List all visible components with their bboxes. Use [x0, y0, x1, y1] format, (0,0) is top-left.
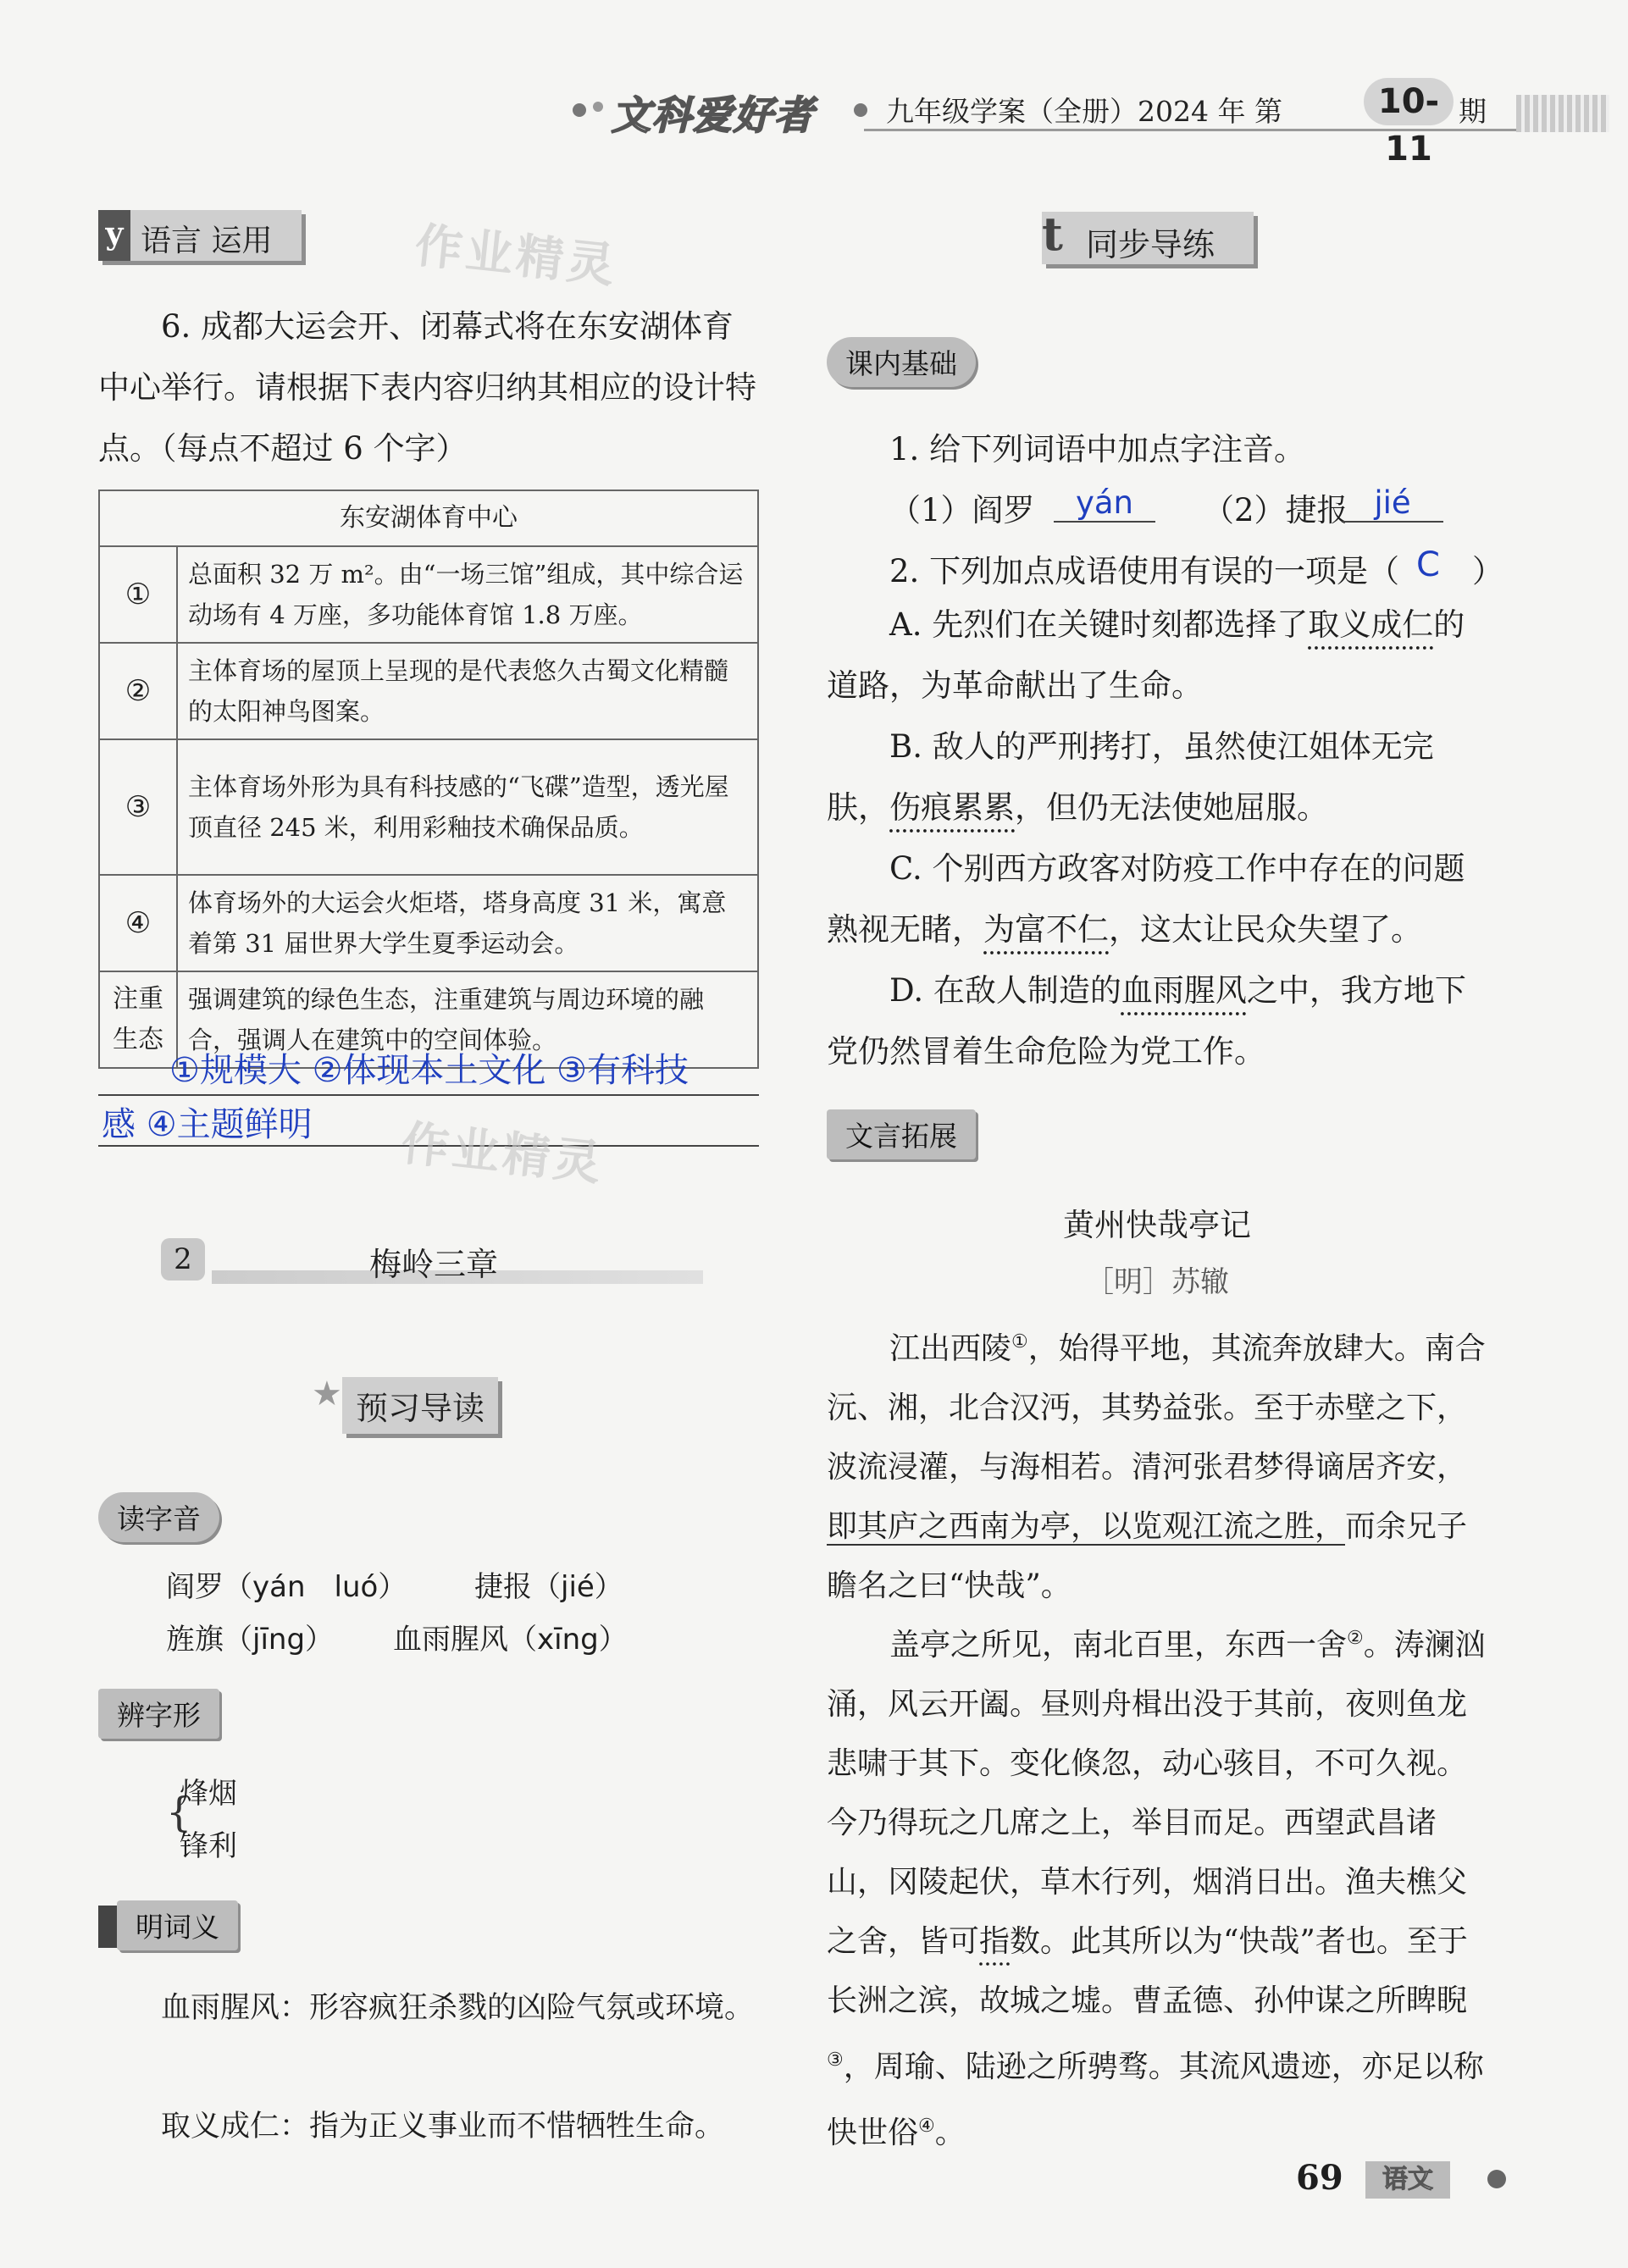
answer-underline: [98, 1094, 759, 1096]
meaning-2: 取义成仁：指为正义事业而不惜牺牲生命。: [161, 2110, 725, 2144]
char-shape-label: 辨字形: [98, 1689, 219, 1739]
section-sync-title: 同步导练: [1086, 226, 1215, 263]
para-2-text: 。: [934, 2116, 966, 2150]
bar-icon: [98, 1906, 119, 1948]
option-d-text: D. 在敌人制造的: [889, 972, 1121, 1009]
t-icon: t: [1042, 207, 1063, 261]
y-icon: y: [98, 210, 130, 261]
para-1-text: 而余兄子瞻名之曰“快哉”。: [827, 1509, 1468, 1603]
essay-para-1: [827, 1313, 1487, 1616]
table-row-label: ①: [99, 546, 177, 643]
footer-dot-icon: [1487, 2170, 1506, 2188]
q1-a-answer: yán: [1054, 484, 1155, 523]
q2-close: ）: [1472, 553, 1503, 589]
option-a-dotted: 取义成仁: [1308, 606, 1434, 643]
issue-number: 10-11: [1364, 78, 1454, 125]
table-title: 东安湖体育中心: [99, 490, 758, 546]
para-2-text: ，周瑜、陆逊之所骋骛。其流风遗迹，亦足以称快世俗: [827, 2049, 1484, 2150]
page-number: 69: [1296, 2158, 1343, 2198]
table-row-text: 主体育场的屋顶上呈现的是代表悠久古蜀文化精髓的太阳神鸟图案。: [177, 643, 758, 739]
question-1: 1. 给下列词语中加点字注音。: [889, 431, 1306, 467]
para-2-text: 。涛澜汹涌，风云开阖。昼则舟楫出没于其前，夜则鱼龙悲啸于其下。变化倏忽，动心骇目，不可久视。今乃得玩之几席之上，举目而足。西望武昌诸山，冈陵起伏，草木行列，烟消日出。渔夫樵父之舍，皆可: [827, 1628, 1486, 1959]
option-b-text-end: ，但仍无法使她屈服。: [1015, 789, 1328, 826]
question-6: 6. 成都大运会开、闭幕式将在东安湖体育中心举行。请根据下表内容归纳其相应的设计特点。（每点不超过 6 个字）: [98, 308, 756, 467]
lesson-number: 2: [161, 1238, 205, 1281]
table-row-text: 体育场外的大运会火炬塔，塔身高度 31 米，寓意着第 31 届世界大学生夏季运动会。: [177, 875, 758, 971]
shape-word-2: 锋利: [180, 1829, 237, 1863]
option-c-text: C. 个别西方政客对防疫工作中存在的问题熟视无睹，: [827, 850, 1465, 948]
table-row-text: 总面积 32 万 m²。由“一场三馆”组成，其中综合运动场有 4 万座，多功能体育馆 1.8 万座。: [177, 546, 758, 643]
header-info: 九年级学案（全册）2024 年 第: [886, 95, 1282, 128]
essay-title: 黄州快哉亭记: [1063, 1207, 1251, 1243]
table-row-text: 主体育场外形为具有科技感的“飞碟”造型，透光屋顶直径 245 米，利用彩釉技术确保品质。: [177, 739, 758, 875]
header-suffix: 期: [1459, 95, 1487, 128]
answer-line-2: 感 ④主题鲜明: [102, 1105, 313, 1144]
footnote-mark: ④: [918, 2116, 935, 2137]
option-a: [827, 595, 1487, 716]
q1-b-answer: jié: [1342, 484, 1443, 523]
magazine-brand: 文科爱好者: [612, 92, 815, 138]
header-dot-icon: [573, 103, 586, 117]
option-c-dotted: 为富不仁: [983, 911, 1109, 948]
footnote-mark: ③: [827, 2049, 844, 2071]
star-icon: ★: [312, 1375, 342, 1413]
table-row-label: ②: [99, 643, 177, 739]
pronunciation-label: 读字音: [98, 1492, 219, 1542]
option-b-text: B. 敌人的严刑拷打，虽然使江姐体无完肤，: [827, 728, 1434, 826]
para-2-text: 数。此其所以为“快哉”者也。至于长洲之滨，故城之墟。曹孟德、孙仲谋之所睥睨: [827, 1924, 1468, 2018]
footnote-mark: ①: [1011, 1331, 1028, 1353]
footnote-mark: ②: [1347, 1628, 1364, 1649]
option-d-dotted: 血雨腥风: [1121, 972, 1247, 1009]
answer-line-1: ①规模大 ②体现本土文化 ③有科技: [169, 1051, 689, 1090]
option-b-dotted: 伤痕累累: [889, 789, 1015, 826]
option-c-text-end: ，这太让民众失望了。: [1109, 911, 1422, 948]
para-1-underlined: 即其庐之西南为亭，以览观江流之胜，: [827, 1509, 1346, 1544]
option-a-text: A. 先烈们在关键时刻都选择了: [889, 606, 1309, 643]
para-2-text: 盖亭之所见，南北百里，东西一舍: [889, 1628, 1348, 1662]
venue-table: [98, 490, 759, 1069]
para-1-text: 江出西陵: [889, 1331, 1012, 1366]
section-sync-banner: [1042, 207, 1254, 264]
subject-tag: 语文: [1365, 2161, 1450, 2199]
table-row-text: 强调建筑的绿色生态，注重建筑与周边环境的融合，强调人在建筑中的空间体验。: [177, 971, 758, 1068]
header-dot-icon: [854, 103, 867, 117]
q1-a-label: （1）阎罗: [889, 492, 1035, 528]
pron-jiebao: 捷报（jié）: [474, 1570, 623, 1604]
table-row-label: ④: [99, 875, 177, 971]
essay-para-2: [827, 1609, 1487, 2163]
header-stripes: [1516, 95, 1609, 132]
option-b: [827, 716, 1487, 838]
section-language-banner: [98, 210, 302, 261]
meaning-1: 血雨腥风：形容疯狂杀戮的凶险气氛或环境。: [161, 1991, 755, 2025]
header-dot-icon: [593, 102, 603, 112]
meaning-label: 明词义: [117, 1900, 238, 1950]
watermark: 作业精灵: [412, 217, 621, 295]
basics-label: 课内基础: [827, 337, 976, 387]
brace-icon: {: [166, 1789, 192, 1836]
pron-xueyu: 血雨腥风（xīng）: [393, 1623, 628, 1657]
question-2: 2. 下列加点成语使用有误的一项是（: [889, 553, 1400, 589]
pron-yanluo: 阎罗（yán luó）: [166, 1570, 407, 1604]
para-1-text: ，始得平地，其流奔放肆大。南合沅、湘，北合汉沔，其势益张。至于赤壁之下，波流浸灌，与海相若。清河张君梦得谪居齐安，: [827, 1331, 1486, 1485]
watermark: 作业精灵: [398, 1115, 607, 1192]
table-row-label: 注重生态: [99, 971, 177, 1068]
classical-label: 文言拓展: [827, 1109, 976, 1159]
para-2-dotted: 指: [979, 1924, 1011, 1959]
table-row-label: ③: [99, 739, 177, 875]
option-d: [827, 960, 1487, 1082]
lesson-title: 梅岭三章: [369, 1246, 499, 1283]
pron-jingqi: 旌旗（jīng）: [166, 1623, 335, 1657]
essay-author: ［明］苏辙: [1085, 1265, 1229, 1299]
preview-banner: 预习导读: [342, 1377, 498, 1434]
shape-word-1: 烽烟: [180, 1777, 237, 1811]
section-language-title: 语言 运用: [141, 224, 273, 258]
q2-answer: C: [1416, 545, 1440, 584]
option-c: [827, 838, 1487, 960]
option-a-text-end: 的道路，为革命献出了生命。: [827, 606, 1465, 704]
option-d-text-end: 之中，我方地下党仍然冒着生命危险为党工作。: [827, 972, 1466, 1070]
q1-b-label: （2）捷报: [1203, 492, 1348, 528]
